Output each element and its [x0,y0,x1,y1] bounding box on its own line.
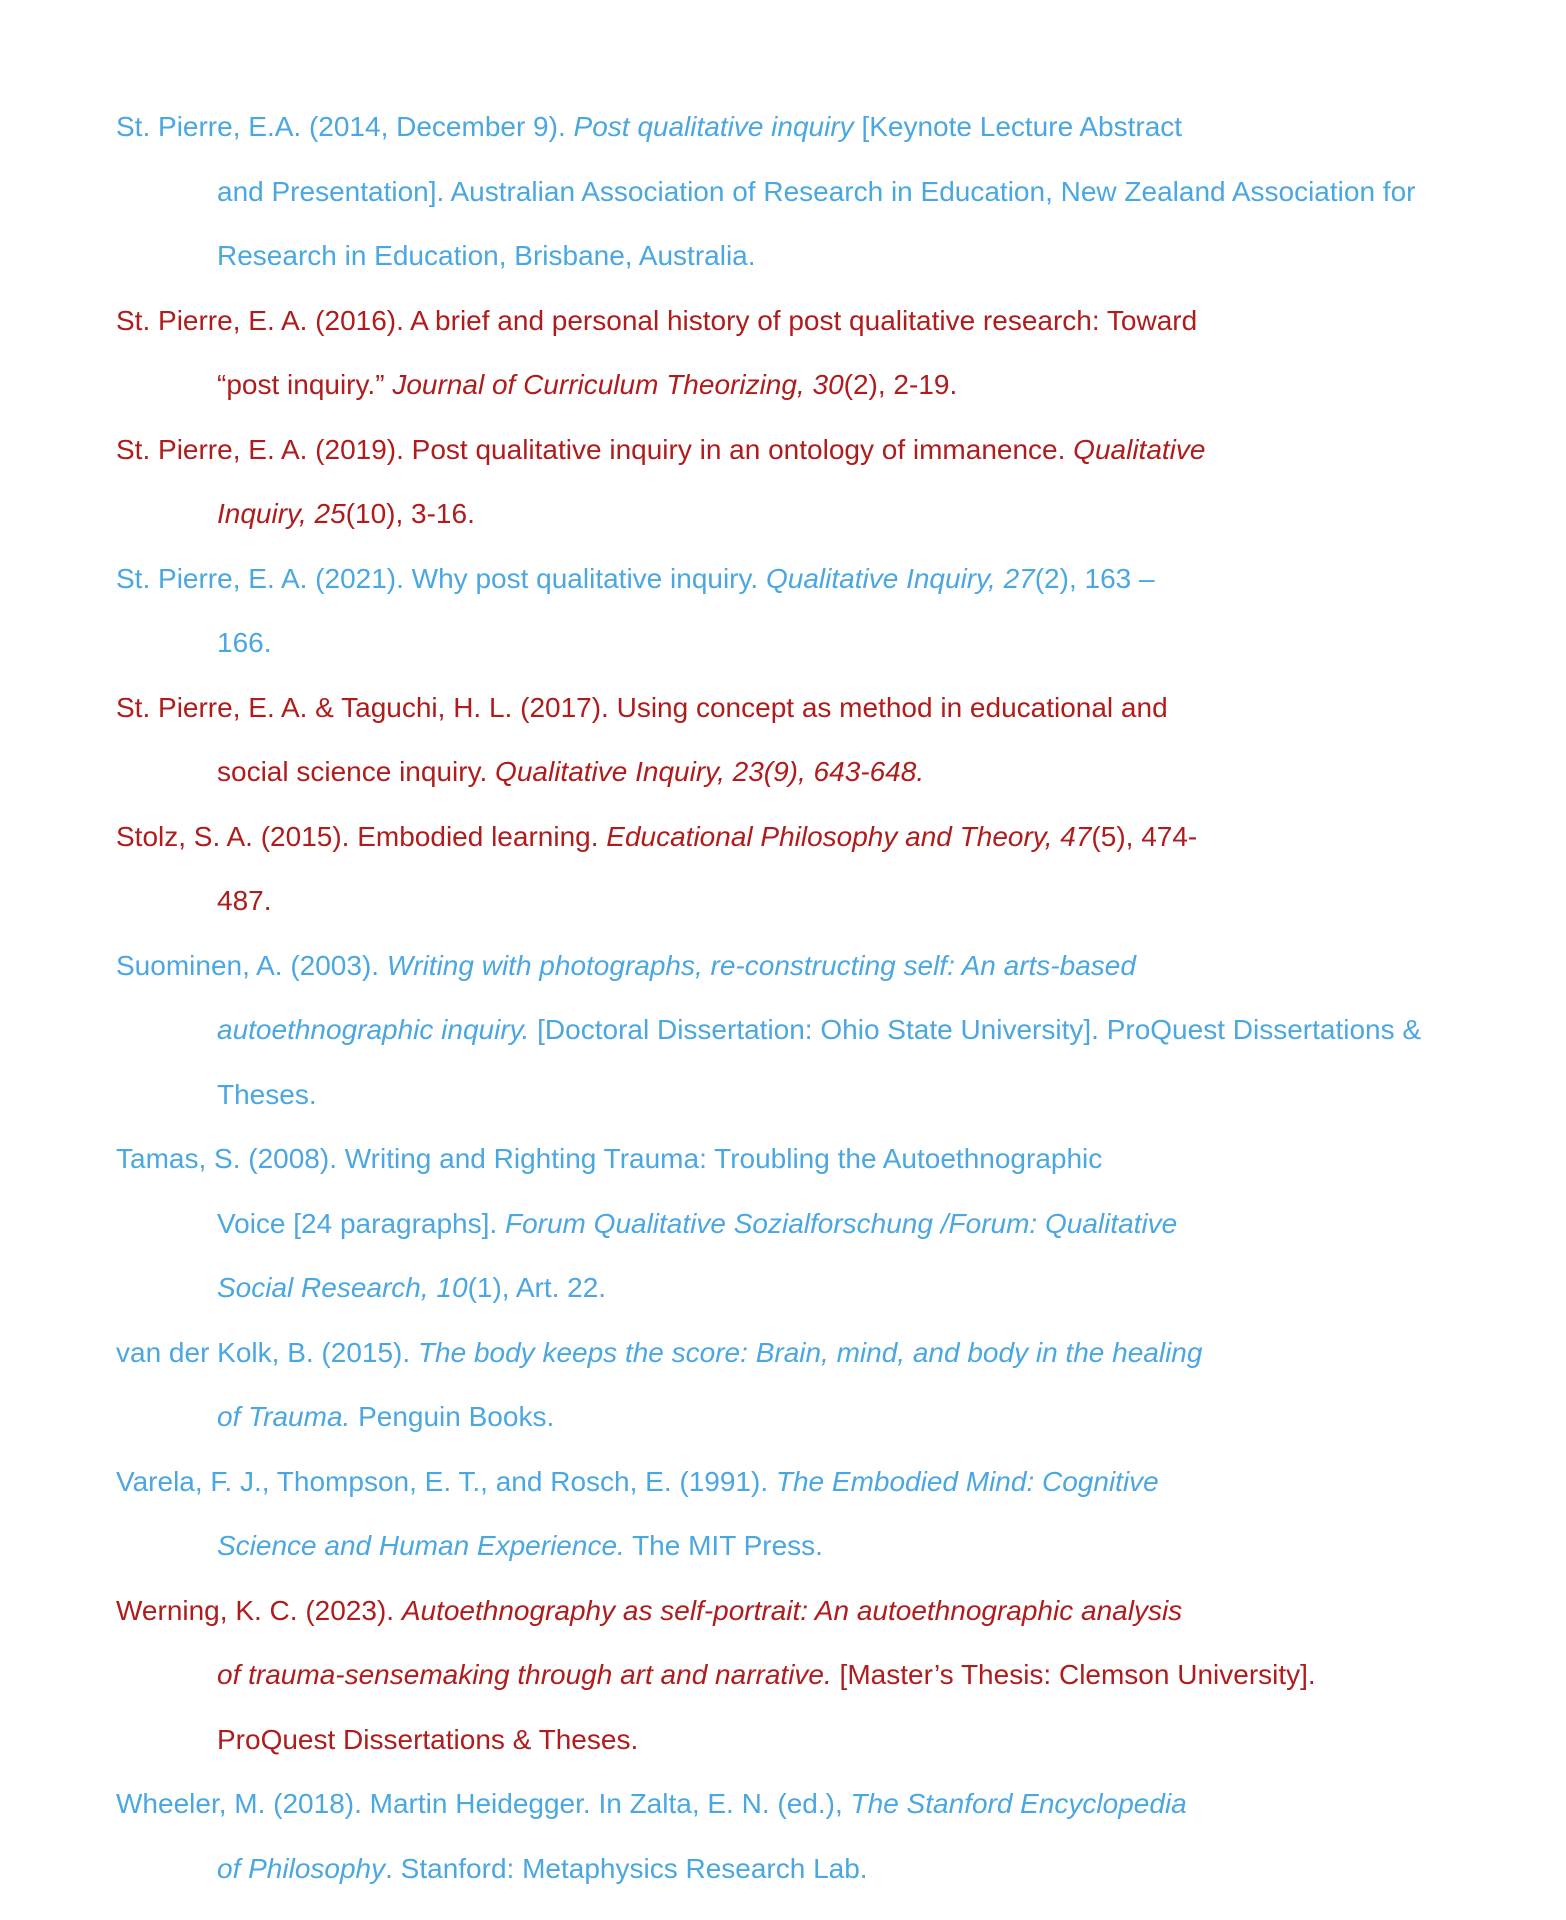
reference-italic-text: Post qualitative inquiry [573,111,854,142]
reference-entry [116,1127,1456,1321]
reference-italic-text: Social Research, 10 [217,1272,468,1303]
reference-list [116,95,1456,1901]
reference-continuation-line [116,1514,1456,1579]
reference-entry [116,289,1456,418]
reference-italic-text: The Embodied Mind: Cognitive [775,1465,1159,1497]
reference-continuation-line [116,611,1456,676]
reference-continuation-line [116,1256,1456,1321]
reference-continuation-line [116,1708,1456,1773]
reference-italic-text: The body keeps the score: Brain, mind, and body in the healing [417,1336,1203,1368]
reference-text: (2), 2-19. [843,369,958,400]
reference-text: van der Kolk, B. (2015). [116,1336,418,1368]
reference-text: St. Pierre, E. A. (2021). Why post qualitative inquiry. [116,562,766,594]
reference-continuation-line [116,482,1456,547]
reference-text: Tamas, S. (2008). Writing and Righting Trauma: Troubling the Autoethnographic [116,1143,1103,1174]
reference-first-line [116,547,1456,612]
reference-first-line [116,1127,1456,1192]
reference-text: “post inquiry.” [217,369,393,400]
reference-italic-text: Qualitative [1073,433,1206,465]
reference-text: St. Pierre, E.A. (2014, December 9). [116,111,574,142]
reference-first-line [116,1579,1456,1644]
reference-entry [116,547,1456,676]
reference-italic-text: Writing with photographs, re-constructing self: An arts-based [386,949,1136,981]
reference-continuation-line [116,1837,1456,1902]
reference-text: Penguin Books. [350,1401,555,1432]
reference-continuation-line [116,998,1456,1063]
reference-italic-text: of trauma-sensemaking through art and narrative. [217,1659,832,1690]
reference-continuation-line [116,1385,1456,1450]
reference-text: ProQuest Dissertations & Theses. [217,1723,639,1755]
reference-italic-text: of Philosophy [217,1852,386,1884]
reference-continuation-line [116,160,1456,225]
reference-text: Stolz, S. A. (2015). Embodied learning. [116,820,607,852]
reference-first-line [116,676,1456,741]
reference-text: Research in Education, Brisbane, Australia. [217,240,756,271]
reference-continuation-line [116,224,1456,289]
reference-italic-text: The Stanford Encyclopedia [850,1788,1187,1819]
reference-italic-text: Journal of Curriculum Theorizing, 30 [392,369,844,400]
reference-continuation-line [116,353,1456,418]
reference-continuation-line [116,1643,1456,1708]
reference-text: Werning, K. C. (2023). [116,1594,402,1626]
reference-text: . Stanford: Metaphysics Research Lab. [385,1852,868,1884]
reference-text: Varela, F. J., Thompson, E. T., and Rosch, E. (1991). [116,1465,776,1497]
reference-text: St. Pierre, E. A. (2016). A brief and personal history of post qualitative research: Toward [116,304,1198,336]
reference-first-line [116,934,1456,999]
reference-text: [Master’s Thesis: Clemson University]. [831,1659,1316,1690]
reference-italic-text: Autoethnography as self-portrait: An autoethnographic analysis [401,1594,1183,1626]
reference-text: The MIT Press. [624,1530,823,1561]
reference-italic-text: Science and Human Experience. [217,1530,625,1561]
reference-entry [116,418,1456,547]
reference-text: 166. [217,627,272,658]
reference-entry [116,95,1456,289]
reference-text: and Presentation]. Australian Association of Research in Education, New Zealand Association for [217,175,1416,207]
reference-text: (10), 3-16. [345,498,475,529]
reference-entry [116,676,1456,805]
reference-italic-text: Forum Qualitative Sozialforschung /Forum: Qualitative [504,1207,1178,1239]
reference-italic-text: of Trauma. [217,1401,351,1432]
reference-continuation-line [116,740,1456,805]
reference-entry [116,934,1456,1128]
reference-text: St. Pierre, E. A. (2019). Post qualitative inquiry in an ontology of immanence. [116,433,1074,465]
reference-text: Theses. [217,1078,317,1110]
reference-first-line [116,1450,1456,1515]
reference-text: Suominen, A. (2003). [116,949,387,981]
reference-italic-text: autoethnographic inquiry. [217,1014,530,1045]
reference-entry [116,805,1456,934]
reference-continuation-line [116,1063,1456,1128]
reference-entry [116,1450,1456,1579]
reference-first-line [116,289,1456,354]
reference-first-line [116,805,1456,870]
reference-text: St. Pierre, E. A. & Taguchi, H. L. (2017). Using concept as method in educational and [116,691,1168,723]
reference-entry [116,1579,1456,1773]
reference-text: Voice [24 paragraphs]. [217,1207,505,1239]
reference-text: social science inquiry. [217,756,496,787]
reference-text: (5), 474- [1091,820,1198,852]
reference-continuation-line [116,869,1456,934]
reference-entry [116,1321,1456,1450]
reference-text: 487. [217,885,272,916]
reference-first-line [116,95,1456,160]
reference-italic-text: Educational Philosophy and Theory, 47 [606,820,1092,852]
reference-text: [Doctoral Dissertation: Ohio State University]. ProQuest Dissertations & [529,1014,1422,1045]
reference-first-line [116,418,1456,483]
reference-text: Wheeler, M. (2018). Martin Heidegger. In Zalta, E. N. (ed.), [116,1788,851,1819]
reference-continuation-line [116,1192,1456,1257]
reference-italic-text: Qualitative Inquiry, 23(9), 643-648. [495,756,925,787]
reference-italic-text: Inquiry, 25 [217,498,346,529]
reference-text: [Keynote Lecture Abstract [853,111,1183,142]
reference-entry [116,1772,1456,1901]
reference-first-line [116,1321,1456,1386]
reference-italic-text: Qualitative Inquiry, 27 [766,562,1035,594]
reference-text: (2), 163 – [1034,562,1155,594]
reference-text: (1), Art. 22. [467,1272,607,1303]
reference-first-line [116,1772,1456,1837]
